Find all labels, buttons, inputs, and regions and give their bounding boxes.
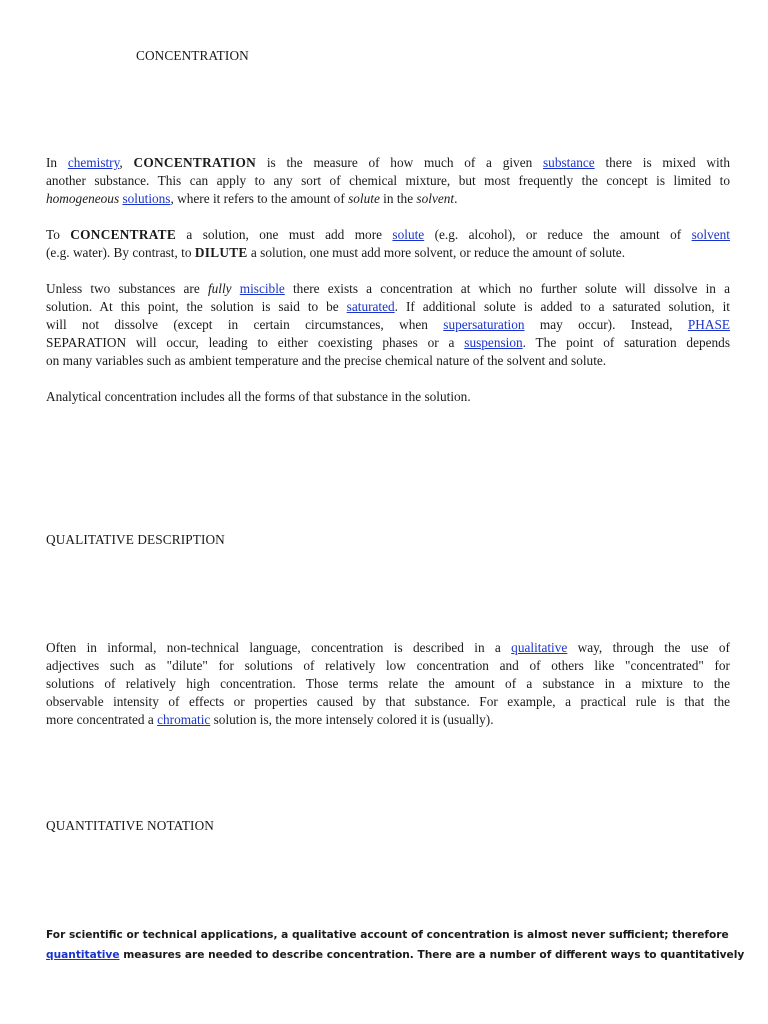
text-run: there exists a concentration at which no further solute will dissolve in a <box>284 281 730 296</box>
text-run: measures are needed to describe concentration. There are a number of different ways to quantitatively <box>119 949 745 961</box>
text-run: may occur). Instead, <box>524 317 688 332</box>
text-run: way, through the use of <box>567 640 730 655</box>
text-line <box>46 244 730 262</box>
paragraph-analytical <box>46 388 730 406</box>
text-run: . <box>454 191 458 206</box>
text-line: Analytical concentration includes all the forms of that substance in the solution. <box>46 389 471 404</box>
link-chromatic[interactable]: chromatic <box>157 712 211 727</box>
text-run: (e.g. water). By contrast, to <box>46 245 195 260</box>
text-run: Often in informal, non-technical language, concentration is described in a <box>46 640 512 655</box>
text-run: , <box>119 155 123 170</box>
text-run: solvent <box>416 191 455 206</box>
text-line <box>46 298 730 316</box>
keyword-dilute: DILUTE <box>194 245 248 260</box>
text-run: solution is, the more intensely colored it is (usually). <box>210 712 494 727</box>
text-line: another substance. This can apply to any sort of chemical mixture, but most frequently the concept is limited to <box>46 173 730 188</box>
link-miscible[interactable]: miscible <box>239 281 285 296</box>
text-run: solute <box>348 191 380 206</box>
text-run: is the measure of how much of a given <box>256 155 543 170</box>
text-run: In <box>46 155 58 170</box>
text-line <box>46 154 730 172</box>
text-run: SEPARATION will occur, leading to either coexisting phases or a <box>46 335 465 350</box>
text-run: To <box>46 227 71 242</box>
text-line <box>46 226 730 244</box>
text-run: fully <box>207 281 232 296</box>
text-run: (e.g. alcohol), or reduce the amount of <box>424 227 692 242</box>
text-run: , where it refers to the amount of <box>170 191 349 206</box>
paragraph-saturation <box>46 280 730 370</box>
text-line <box>46 639 730 657</box>
link-solvent[interactable]: solvent <box>691 227 730 242</box>
link-chemistry[interactable]: chemistry <box>67 155 120 170</box>
link-suspension[interactable]: suspension <box>464 335 523 350</box>
link-solutions[interactable]: solutions <box>122 191 171 206</box>
text-line <box>46 316 730 334</box>
text-run: solution. At this point, the solution is said to be <box>46 299 347 314</box>
text-run: will not dissolve (except in certain circumstances, when <box>46 317 444 332</box>
text-line: on many variables such as ambient temperature and the precise chemical nature of the solvent and solute. <box>46 353 607 368</box>
link-qualitative[interactable]: qualitative <box>511 640 568 655</box>
text-line: adjectives such as "dilute" for solutions of relatively low concentration and of others like "concentrated" for <box>46 658 730 673</box>
text-line: solutions of relatively high concentration. Those terms relate the amount of a substance in a mixture to the <box>46 676 730 691</box>
keyword-concentration: CONCENTRATION <box>133 155 257 170</box>
text-run: homogeneous <box>46 191 120 206</box>
doc-title: CONCENTRATION <box>136 48 249 63</box>
paragraph-concentrate <box>46 226 730 262</box>
text-line <box>46 190 730 208</box>
link-saturated[interactable]: saturated <box>346 299 395 314</box>
text-run: more concentrated a <box>46 712 158 727</box>
text-run: . If additional solute is added to a saturated solution, it <box>394 299 730 314</box>
text-run: Unless two substances are <box>46 281 208 296</box>
text-run: there is mixed with <box>594 155 730 170</box>
text-run: in the <box>379 191 417 206</box>
link-substance[interactable]: substance <box>543 155 595 170</box>
text-line <box>46 945 745 965</box>
text-line <box>46 280 730 298</box>
section-heading-qualitative: QUALITATIVE DESCRIPTION <box>46 532 225 547</box>
link-quantitative[interactable]: quantitative <box>46 949 120 961</box>
paragraph-intro <box>46 154 730 208</box>
keyword-concentrate: CONCENTRATE <box>70 227 176 242</box>
link-phase[interactable]: PHASE <box>687 317 730 332</box>
link-supersaturation[interactable]: supersaturation <box>443 317 525 332</box>
section-heading-quantitative: QUANTITATIVE NOTATION <box>46 818 214 833</box>
text-line: observable intensity of effects or properties caused by that substance. For example, a practical rule is that the <box>46 694 730 709</box>
paragraph-quantitative <box>46 925 745 965</box>
text-line <box>46 711 730 729</box>
text-run: a solution, one must add more solvent, or reduce the amount of solute. <box>247 245 626 260</box>
link-solute[interactable]: solute <box>392 227 425 242</box>
text-line <box>46 334 730 352</box>
paragraph-qualitative <box>46 639 730 729</box>
text-run: . The point of saturation depends <box>522 335 730 350</box>
text-run: a solution, one must add more <box>176 227 393 242</box>
text-line: For scientific or technical applications, a qualitative account of concentration is almost never sufficient; therefore <box>46 929 729 941</box>
